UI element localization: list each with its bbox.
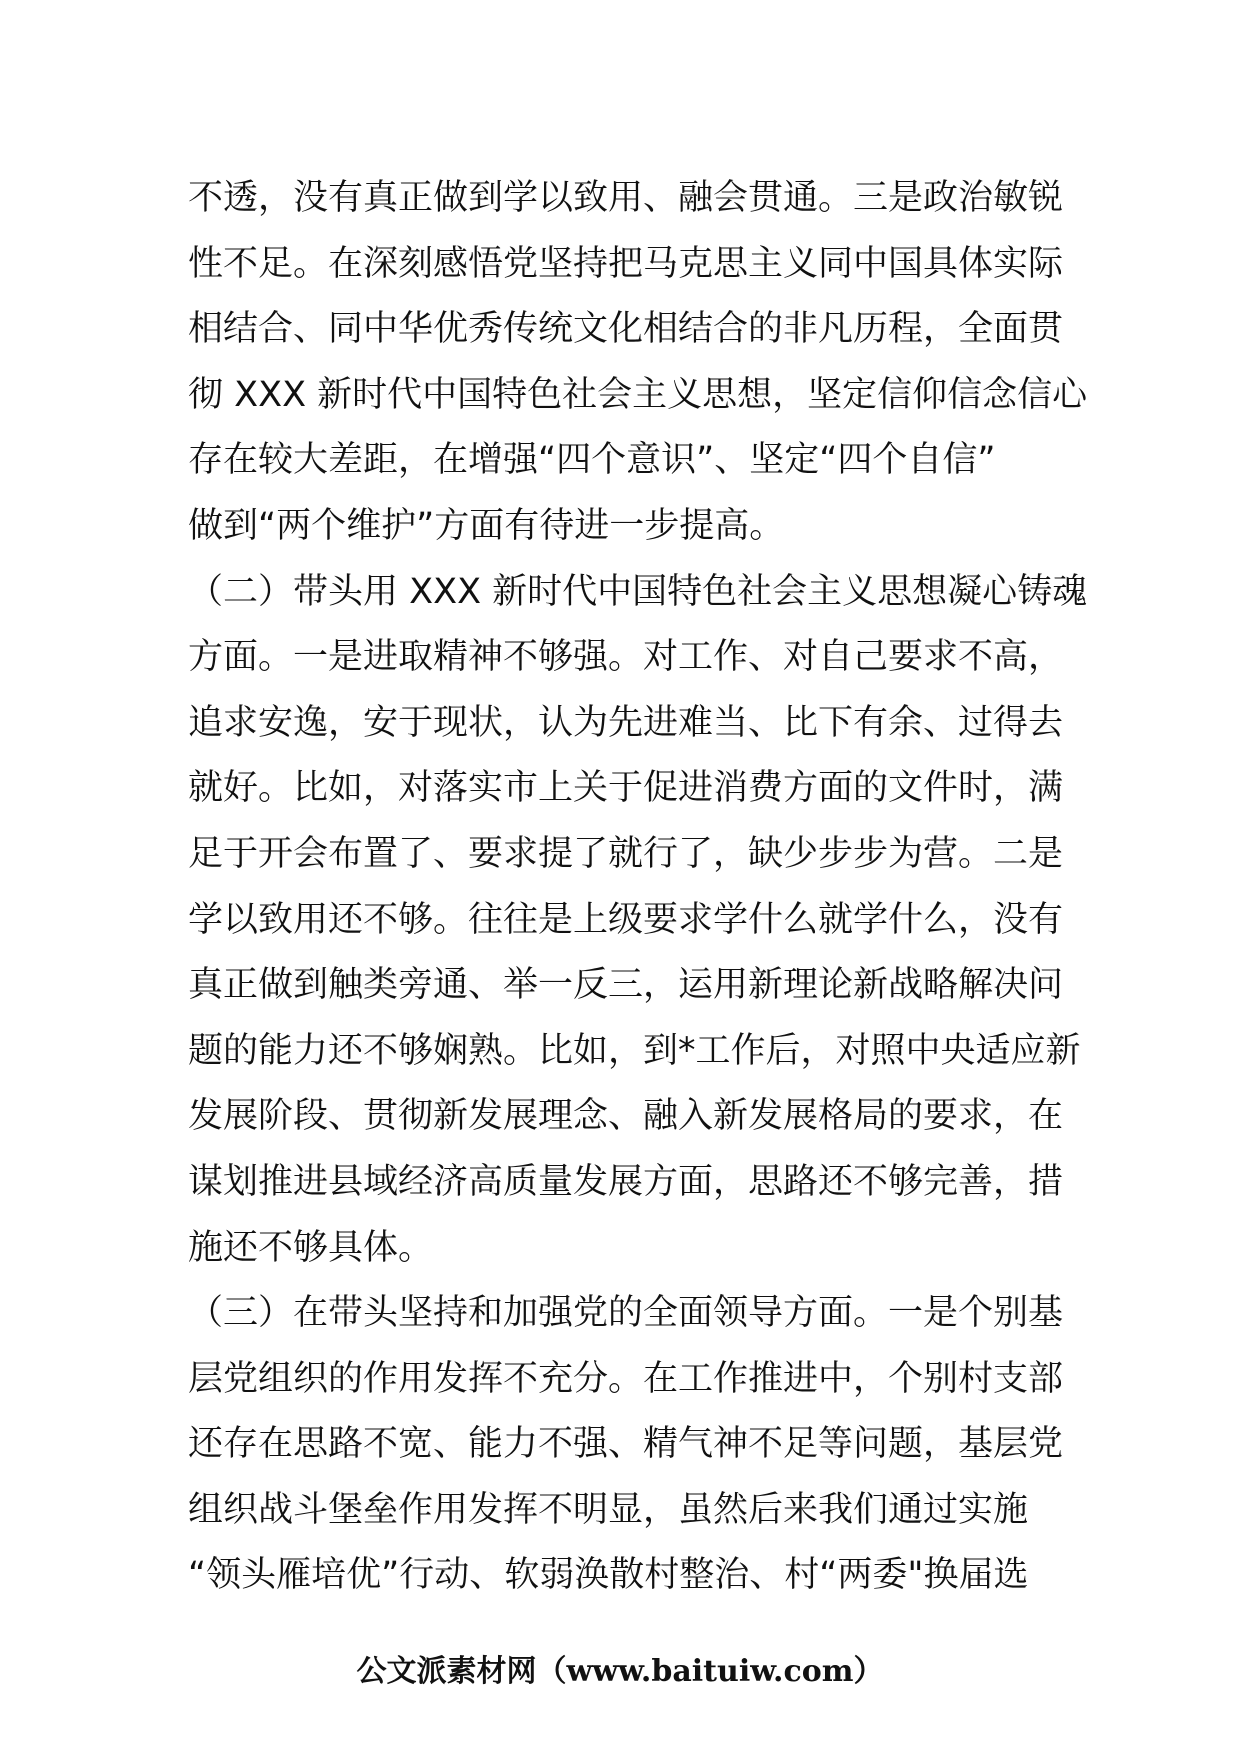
text-line: 层党组织的作用发挥不充分。在工作推进中，个别村支部 bbox=[188, 1358, 1064, 1399]
text-line: 追求安逸，安于现状，认为先进难当、比下有余、过得去 bbox=[188, 702, 1064, 743]
text-line: 就好。比如，对落实市上关于促进消费方面的文件时，满 bbox=[188, 768, 1064, 809]
text-line: 发展阶段、贯彻新发展理念、融入新发展格局的要求，在 bbox=[188, 1096, 1064, 1137]
text-line: 施还不够具体。 bbox=[188, 1227, 434, 1268]
section-heading-line: （二）带头用 XXX 新时代中国特色社会主义思想凝心铸魂 bbox=[188, 571, 1088, 612]
text-line: 性不足。在深刻感悟党坚持把马克思主义同中国具体实际 bbox=[188, 243, 1064, 284]
text-line: 真正做到触类旁通、举一反三，运用新理论新战略解决问 bbox=[188, 965, 1064, 1006]
text-line: 做到“两个维护”方面有待进一步提高。 bbox=[188, 505, 785, 546]
text-line: 相结合、同中华优秀传统文化相结合的非凡历程，全面贯 bbox=[188, 309, 1064, 350]
text-line: 谋划推进县域经济高质量发展方面，思路还不够完善，措 bbox=[188, 1161, 1064, 1202]
text-line: 学以致用还不够。往往是上级要求学什么就学什么，没有 bbox=[188, 899, 1064, 940]
section-heading-line: （三）在带头坚持和加强党的全面领导方面。一是个别基 bbox=[188, 1293, 1064, 1334]
document-body bbox=[188, 166, 1088, 1609]
text-line: 还存在思路不宽、能力不强、精气神不足等问题，基层党 bbox=[188, 1424, 1064, 1465]
text-line: 足于开会布置了、要求提了就行了，缺少步步为营。二是 bbox=[188, 833, 1064, 874]
text-line: 不透，没有真正做到学以致用、融会贯通。三是政治敏锐 bbox=[188, 178, 1064, 218]
text-line: “领头雁培优”行动、软弱涣散村整治、村“两委"换届选 bbox=[188, 1555, 1029, 1596]
text-line: 题的能力还不够娴熟。比如，到*工作后，对照中央适应新 bbox=[188, 1030, 1081, 1071]
footer-watermark: 公文派素材网（www.baituiw.com） bbox=[356, 1654, 884, 1689]
text-line: 方面。一是进取精神不够强。对工作、对自己要求不高， bbox=[188, 637, 1064, 678]
text-line: 彻 XXX 新时代中国特色社会主义思想，坚定信仰信念信心 bbox=[188, 374, 1088, 415]
text-line: 存在较大差距，在增强“四个意识”、坚定“四个自信” bbox=[188, 440, 996, 481]
text-line: 组织战斗堡垒作用发挥不明显，虽然后来我们通过实施 bbox=[188, 1489, 1029, 1530]
